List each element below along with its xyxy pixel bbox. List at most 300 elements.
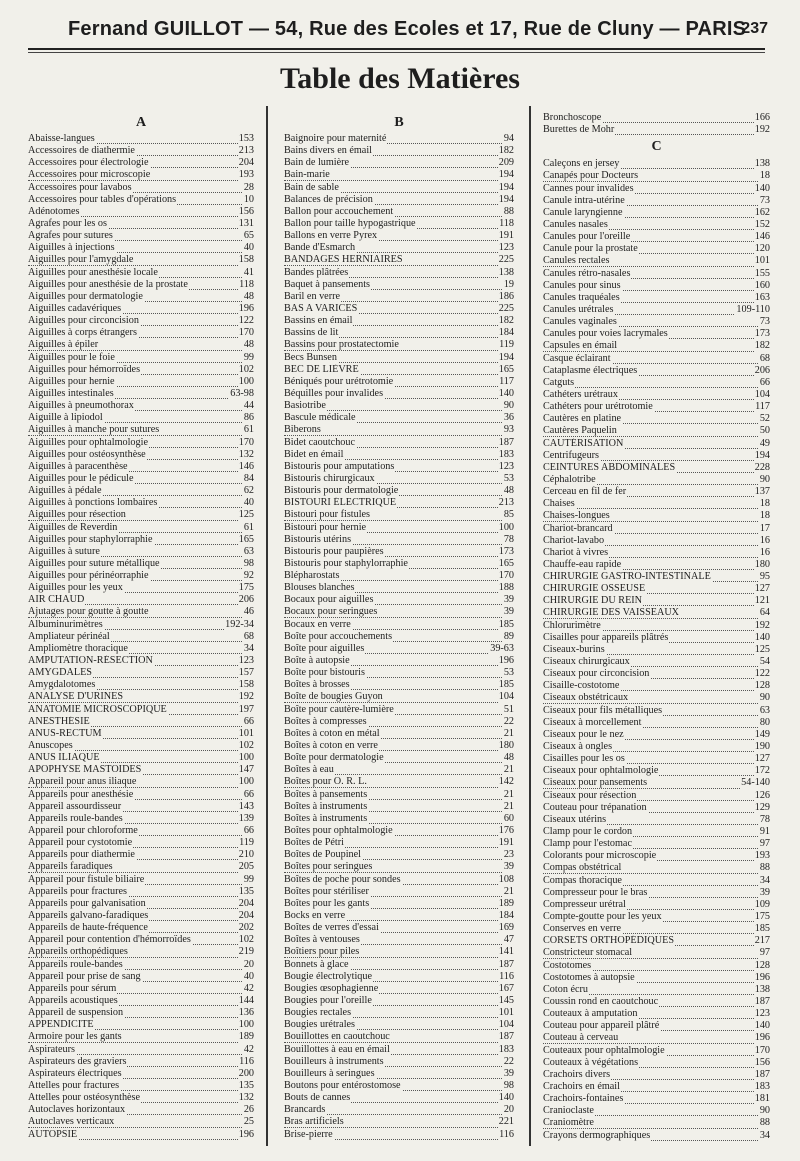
entry-page: 119 xyxy=(239,837,254,849)
index-entry xyxy=(543,112,770,124)
entry-label: Appareils pour sérum xyxy=(28,982,117,994)
entry-page: 36 xyxy=(503,412,514,424)
entry-label: Appareil pour fistule biliaire xyxy=(28,873,145,885)
column-divider xyxy=(529,106,531,1146)
entry-label: Appareils pour anesthésie xyxy=(28,788,134,800)
entry-label: Bande d'Esmarch xyxy=(284,242,356,254)
entry-label: Aiguilles à pédale xyxy=(28,485,102,497)
index-entry xyxy=(284,801,514,813)
index-entry xyxy=(543,486,770,498)
entry-page: 63 xyxy=(759,704,770,716)
index-entry xyxy=(543,1008,770,1020)
index-entry xyxy=(28,946,254,958)
index-entry xyxy=(543,850,770,862)
entry-page: 34 xyxy=(759,874,770,886)
entry-label: Boîtes de Poupinel xyxy=(284,849,361,861)
entry-label: Bouts de cannes xyxy=(284,1092,351,1104)
index-entry xyxy=(543,595,770,607)
entry-label: Aspirateurs des graviers xyxy=(28,1055,127,1067)
entry-label: Appareils roule-bandes xyxy=(28,812,123,824)
entry-page: 162 xyxy=(754,206,770,218)
entry-label: Chariot-brancard xyxy=(543,522,613,534)
entry-page: 157 xyxy=(238,667,254,679)
entry-label: Aiguilles à suture xyxy=(28,545,100,557)
index-entry xyxy=(28,922,254,934)
entry-page: 109 xyxy=(754,898,770,910)
entry-page: 189 xyxy=(498,897,514,909)
entry-page: 170 xyxy=(498,570,514,582)
entry-label: Bouilleurs à instruments xyxy=(284,1055,384,1067)
index-entry xyxy=(28,789,254,801)
index-entry xyxy=(28,704,254,716)
entry-page: 143 xyxy=(238,800,254,812)
entry-page: 135 xyxy=(238,885,254,897)
index-entry xyxy=(284,606,514,618)
entry-label: Aiguilles pour anesthésie de la prostate xyxy=(28,278,188,290)
entry-label: CHIRURGIE OSSEUSE xyxy=(543,583,646,595)
entry-label: Blouses blanches xyxy=(284,582,355,594)
entry-page: 182 xyxy=(498,315,514,327)
entry-page: 127 xyxy=(754,583,770,595)
index-entry xyxy=(543,450,770,462)
entry-label: Canule pour la prostate xyxy=(543,243,638,255)
entry-page: 19 xyxy=(503,278,514,290)
entry-page: 183 xyxy=(498,1043,514,1055)
entry-label: Bassins en émail xyxy=(284,315,353,327)
index-entry xyxy=(28,959,254,971)
entry-label: Brancards xyxy=(284,1104,326,1116)
index-entry xyxy=(28,182,254,194)
entry-label: BISTOURI ÉLECTRIQUE xyxy=(284,497,397,509)
entry-label: Chaises-longues xyxy=(543,510,610,522)
entry-label: Albuminurimètres xyxy=(28,618,103,630)
index-entry xyxy=(543,692,770,704)
entry-page: 90 xyxy=(503,400,514,412)
index-entry xyxy=(284,327,514,339)
entry-page: 50 xyxy=(759,425,770,437)
entry-label: Appareil de suspension xyxy=(28,1007,124,1019)
entry-label: Aiguilles à pneumothorax xyxy=(28,400,134,412)
entry-page: 132 xyxy=(238,448,254,460)
index-entry xyxy=(28,1080,254,1092)
entry-label: Bascule médicale xyxy=(284,412,356,424)
index-entry xyxy=(28,315,254,327)
index-entry xyxy=(543,304,770,316)
entry-page: 22 xyxy=(503,715,514,727)
entry-page: 20 xyxy=(503,1104,514,1116)
index-entry xyxy=(543,207,770,219)
entry-label: Aiguilles à injections xyxy=(28,242,115,254)
entry-label: Boîtes à coton en métal xyxy=(284,727,380,739)
entry-label: Canapés pour Docteurs xyxy=(543,170,639,182)
entry-label: Appareils roule-bandes xyxy=(28,958,123,970)
entry-page: 104 xyxy=(498,1019,514,1031)
index-entry xyxy=(284,254,514,266)
entry-label: Centrifugeurs xyxy=(543,449,600,461)
index-entry xyxy=(284,291,514,303)
index-entry xyxy=(284,959,514,971)
entry-label: Bandes plâtrées xyxy=(284,266,349,278)
index-entry xyxy=(28,497,254,509)
entry-label: Boîtiers pour piles xyxy=(284,946,360,958)
entry-label: Boîte pour bistouris xyxy=(284,667,365,679)
entry-label: Bonnets à glace xyxy=(284,958,349,970)
entry-page: 117 xyxy=(499,375,514,387)
index-entry xyxy=(543,911,770,923)
entry-page: 122 xyxy=(754,668,770,680)
entry-page: 88 xyxy=(503,205,514,217)
entry-label: Appareil pour prise de sang xyxy=(28,970,141,982)
index-entry xyxy=(28,388,254,400)
index-entry xyxy=(28,849,254,861)
entry-page: 191 xyxy=(498,837,514,849)
entry-page: 40 xyxy=(243,242,254,254)
index-entry xyxy=(284,230,514,242)
index-entry xyxy=(284,582,514,594)
entry-label: Boîtes pour stériliser xyxy=(284,885,369,897)
entry-page: 140 xyxy=(754,182,770,194)
index-entry xyxy=(284,522,514,534)
page-header xyxy=(0,18,800,48)
entry-page: 39 xyxy=(503,1067,514,1079)
index-entry xyxy=(284,315,514,327)
entry-label: Cisaille-costotome xyxy=(543,680,620,692)
entry-page: 84 xyxy=(243,472,254,484)
entry-label: Boîte pour dermatologie xyxy=(284,752,384,764)
entry-label: Costotomes xyxy=(543,959,592,971)
entry-label: Aiguilles cadavériques xyxy=(28,302,122,314)
entry-page: 61 xyxy=(243,521,254,533)
entry-label: Balances de précision xyxy=(284,193,373,205)
entry-label: Bocaux pour aiguilles xyxy=(284,594,374,606)
entry-page: 121 xyxy=(754,595,770,607)
index-entry xyxy=(543,535,770,547)
entry-page: 169 xyxy=(498,922,514,934)
entry-label: Boîtes à compresses xyxy=(284,715,367,727)
entry-label: Cautères en platine xyxy=(543,413,622,425)
entry-page: 186 xyxy=(498,290,514,302)
entry-page: 192 xyxy=(754,124,770,136)
entry-label: Ballon pour taille hypogastrique xyxy=(284,217,416,229)
index-entry xyxy=(28,776,254,788)
entry-page: 131 xyxy=(238,217,254,229)
entry-label: Appareil pour cystotomie xyxy=(28,837,133,849)
entry-label: Cathéters pour urétrotomie xyxy=(543,401,653,413)
entry-page: 108 xyxy=(498,873,514,885)
entry-label: Boîtes à pansements xyxy=(284,788,368,800)
entry-label: CHIRURGIE DES VAISSEAUX xyxy=(543,607,680,619)
index-entry xyxy=(284,679,514,691)
entry-label: Coussin rond en caoutchouc xyxy=(543,995,659,1007)
entry-page: 61 xyxy=(243,424,254,436)
index-entry xyxy=(284,1068,514,1080)
entry-page: 10 xyxy=(243,193,254,205)
index-entry xyxy=(284,449,514,461)
entry-page: 104 xyxy=(754,388,770,400)
entry-page: 100 xyxy=(238,375,254,387)
entry-label: Bougie électrolytique xyxy=(284,970,372,982)
page-number: 237 xyxy=(741,20,768,37)
entry-page: 91 xyxy=(759,826,770,838)
entry-label: Boîtes pour seringues xyxy=(284,861,373,873)
entry-page: 170 xyxy=(754,1044,770,1056)
entry-label: Chauffe-eau rapide xyxy=(543,558,622,570)
entry-label: CHIRURGIE GASTRO-INTESTINALE xyxy=(543,571,711,583)
entry-page: 21 xyxy=(503,764,514,776)
index-entry xyxy=(284,716,514,728)
index-entry xyxy=(543,802,770,814)
entry-label: Boîtes pour les gants xyxy=(284,897,370,909)
index-entry xyxy=(28,437,254,449)
entry-page: 196 xyxy=(754,1032,770,1044)
entry-label: Aiguilles pour staphylorraphie xyxy=(28,533,153,545)
index-entry xyxy=(28,764,254,776)
entry-page: 122 xyxy=(238,315,254,327)
index-entry xyxy=(543,1117,770,1129)
index-entry xyxy=(543,668,770,680)
entry-label: Biberons xyxy=(284,424,321,436)
entry-page: 165 xyxy=(238,533,254,545)
index-entry xyxy=(28,485,254,497)
entry-page: 187 xyxy=(754,1068,770,1080)
entry-label: Aiguilles intestinales xyxy=(28,387,114,399)
entry-label: Coton écru xyxy=(543,983,588,995)
entry-page: 191 xyxy=(498,230,514,242)
entry-label: Ampliateur périnéal xyxy=(28,630,110,642)
entry-label: APPENDICITE xyxy=(28,1019,94,1031)
entry-page: 100 xyxy=(238,1019,254,1031)
entry-page: 25 xyxy=(243,1116,254,1128)
entry-page: 39 xyxy=(503,861,514,873)
entry-label: Cautères Paquelin xyxy=(543,425,617,437)
index-column-b xyxy=(284,112,514,1141)
entry-label: Boîte de bougies Guyon xyxy=(284,691,383,703)
index-entry xyxy=(284,242,514,254)
index-entry xyxy=(28,1031,254,1043)
index-entry xyxy=(543,413,770,425)
entry-page: 185 xyxy=(754,923,770,935)
index-entry xyxy=(284,631,514,643)
entry-page: 190 xyxy=(754,741,770,753)
entry-page: 94 xyxy=(503,133,514,144)
index-entry xyxy=(543,656,770,668)
entry-label: Baquet à pansements xyxy=(284,278,371,290)
entry-page: 182 xyxy=(498,145,514,157)
entry-page: 16 xyxy=(759,546,770,558)
entry-label: Adénotomes xyxy=(28,205,80,217)
index-entry xyxy=(284,534,514,546)
index-entry xyxy=(543,183,770,195)
index-entry xyxy=(284,1129,514,1141)
index-entry xyxy=(284,485,514,497)
entry-label: Cannes pour invalides xyxy=(543,182,634,194)
index-entry xyxy=(284,182,514,194)
entry-label: Boîtes à eau xyxy=(284,764,334,776)
entry-label: Attelles pour fractures xyxy=(28,1079,120,1091)
entry-page: 78 xyxy=(759,813,770,825)
index-entry xyxy=(284,1056,514,1068)
entry-page: 21 xyxy=(503,885,514,897)
index-entry xyxy=(28,886,254,898)
index-entry xyxy=(28,995,254,1007)
entry-label: Aiguilles pour dermatologie xyxy=(28,290,143,302)
entry-page: 125 xyxy=(238,509,254,521)
entry-page: 66 xyxy=(243,715,254,727)
entry-label: ANALYSE D'URINES xyxy=(28,691,124,703)
entry-label: Ampliomètre thoracique xyxy=(28,642,128,654)
entry-label: Ciseaux pour pansements xyxy=(543,777,648,789)
index-entry xyxy=(28,861,254,873)
index-entry xyxy=(284,461,514,473)
entry-label: Ballon pour accouchement xyxy=(284,205,394,217)
index-entry xyxy=(284,218,514,230)
entry-label: BAS A VARICES xyxy=(284,302,358,314)
entry-label: Capsules en émail xyxy=(543,340,618,352)
entry-label: Boîte pour cautère-lumière xyxy=(284,703,394,715)
index-entry xyxy=(284,764,514,776)
index-entry xyxy=(543,547,770,559)
index-entry xyxy=(543,158,770,170)
entry-label: Boîte à autopsie xyxy=(284,655,350,667)
index-entry xyxy=(543,1020,770,1032)
entry-page: 139 xyxy=(238,812,254,824)
entry-label: Béniqués pour urétrotomie xyxy=(284,375,394,387)
entry-page: 183 xyxy=(498,448,514,460)
index-entry xyxy=(543,644,770,656)
entry-label: Couteau pour appareil plâtré xyxy=(543,1020,660,1032)
entry-label: Bistouri pour hernie xyxy=(284,521,367,533)
entry-label: Aiguille à lipiodol xyxy=(28,412,103,424)
index-entry xyxy=(28,194,254,206)
entry-label: Bistouri pour fistules xyxy=(284,509,371,521)
entry-label: Abaisse-langues xyxy=(28,133,95,144)
entry-label: Aiguilles à corps étrangers xyxy=(28,327,137,339)
entry-label: Aiguilles pour ophtalmologie xyxy=(28,436,148,448)
index-entry xyxy=(28,716,254,728)
index-entry xyxy=(284,971,514,983)
entry-page: 47 xyxy=(503,934,514,946)
entry-page: 49 xyxy=(759,437,770,449)
index-entry xyxy=(28,1092,254,1104)
entry-label: Bassins de lit xyxy=(284,327,339,339)
index-entry xyxy=(28,206,254,218)
index-entry xyxy=(28,279,254,291)
entry-label: Bidet caoutchouc xyxy=(284,436,356,448)
entry-page: 65 xyxy=(243,230,254,242)
entry-page: 158 xyxy=(238,679,254,691)
entry-page: 209 xyxy=(498,157,514,169)
entry-page: 73 xyxy=(759,194,770,206)
index-entry xyxy=(284,619,514,631)
entry-page: 175 xyxy=(238,582,254,594)
entry-label: BEC DE LIÈVRE xyxy=(284,363,359,375)
entry-label: Blépharostats xyxy=(284,570,340,582)
index-entry xyxy=(28,303,254,315)
entry-page: 51 xyxy=(503,703,514,715)
index-entry xyxy=(543,1105,770,1117)
index-entry xyxy=(28,825,254,837)
entry-label: Crachoirs-fontaines xyxy=(543,1093,624,1105)
index-entry xyxy=(284,424,514,436)
entry-label: Aiguilles pour suture métallique xyxy=(28,557,160,569)
entry-page: 204 xyxy=(238,910,254,921)
header-rule xyxy=(28,48,765,50)
entry-label: Brise-pierre xyxy=(284,1128,333,1140)
entry-page: 98 xyxy=(503,1079,514,1091)
entry-label: Bougies urétrales xyxy=(284,1019,356,1031)
index-entry xyxy=(284,145,514,157)
entry-label: Clamp pour le cordon xyxy=(543,826,633,838)
entry-label: Canules pour sinus xyxy=(543,279,621,291)
entry-page: 141 xyxy=(498,946,514,958)
entry-label: Couteaux pour ophtalmologie xyxy=(543,1044,665,1056)
entry-page: 64 xyxy=(759,607,770,619)
entry-page: 163 xyxy=(754,291,770,303)
index-entry xyxy=(284,704,514,716)
index-entry xyxy=(543,632,770,644)
index-entry xyxy=(543,170,770,182)
entry-page: 90 xyxy=(759,1105,770,1117)
entry-label: Caleçons en jersey xyxy=(543,158,620,170)
entry-page: 80 xyxy=(759,716,770,728)
toc-title: Table des Matières xyxy=(280,62,520,95)
entry-page: 196 xyxy=(238,302,254,314)
index-entry xyxy=(284,303,514,315)
entry-page: 109-110 xyxy=(736,303,770,315)
entry-page: 39 xyxy=(503,594,514,606)
entry-label: Boîtes à ventouses xyxy=(284,934,360,946)
entry-page: 18 xyxy=(759,170,770,182)
entry-page: 181 xyxy=(754,1093,770,1105)
index-entry xyxy=(284,995,514,1007)
index-entry xyxy=(543,717,770,729)
entry-page: 194 xyxy=(498,169,514,181)
entry-page: 189 xyxy=(238,1031,254,1043)
index-entry xyxy=(543,680,770,692)
index-entry xyxy=(28,898,254,910)
entry-label: Ciseaux pour fils métalliques xyxy=(543,704,663,716)
index-entry xyxy=(284,655,514,667)
index-entry xyxy=(543,195,770,207)
entry-label: Clamp pour l'estomac xyxy=(543,838,632,850)
entry-label: Casque éclairant xyxy=(543,352,611,364)
index-entry xyxy=(284,267,514,279)
index-entry xyxy=(28,619,254,631)
index-entry xyxy=(284,194,514,206)
index-entry xyxy=(284,437,514,449)
entry-page: 39-63 xyxy=(490,642,514,654)
index-entry xyxy=(28,570,254,582)
entry-page: 194 xyxy=(498,193,514,205)
entry-label: Bouillottes à eau en émail xyxy=(284,1043,390,1055)
index-entry xyxy=(284,169,514,181)
index-entry xyxy=(543,1057,770,1069)
entry-page: 48 xyxy=(243,290,254,302)
entry-page: 99 xyxy=(243,351,254,363)
index-entry xyxy=(284,412,514,424)
index-entry xyxy=(28,667,254,679)
index-entry xyxy=(28,934,254,946)
entry-page: 132 xyxy=(238,1092,254,1104)
index-entry xyxy=(543,377,770,389)
entry-label: Aiguilles pour hémorroïdes xyxy=(28,363,141,375)
index-entry xyxy=(284,728,514,740)
entry-page: 53 xyxy=(503,472,514,484)
entry-label: Ciseaux-burins xyxy=(543,643,605,655)
index-entry xyxy=(543,765,770,777)
column-divider xyxy=(266,106,268,1146)
index-entry xyxy=(284,740,514,752)
